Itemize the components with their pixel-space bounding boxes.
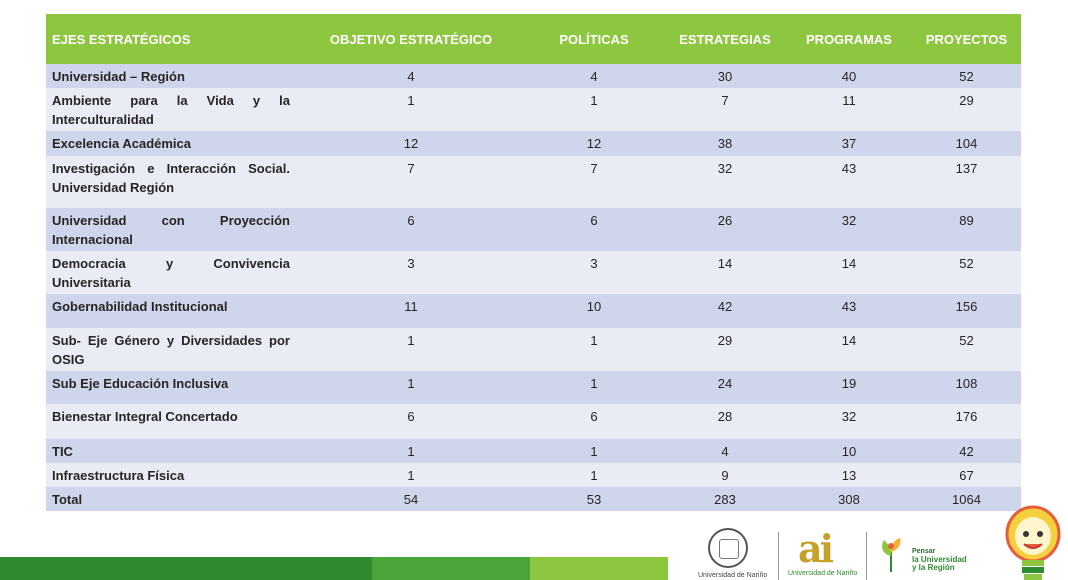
table-row [46, 404, 1021, 439]
cell-estrategias: 9 [664, 463, 786, 487]
cell-programas: 32 [786, 404, 912, 439]
cell-proyectos: 176 [912, 404, 1021, 439]
cell-eje: Universidad – Región [46, 64, 298, 88]
cell-objetivo: 1 [298, 328, 524, 371]
cell-eje: Sub- Eje Género y Diversidades por OSIG [46, 328, 298, 371]
header-estrategias: ESTRATEGIAS [664, 14, 786, 64]
cell-estrategias: 26 [664, 208, 786, 251]
cell-politicas: 6 [524, 404, 664, 439]
cell-politicas: 1 [524, 88, 664, 131]
seal-caption: Universidad de Nariño [698, 572, 768, 579]
cell-objetivo: 7 [298, 156, 524, 208]
cell-eje: Democracia y Convivencia Universitaria [46, 251, 298, 294]
cell-proyectos: 67 [912, 463, 1021, 487]
cell-eje: Infraestructura Física [46, 463, 298, 487]
cell-programas: 14 [786, 328, 912, 371]
cell-proyectos: 42 [912, 439, 1021, 463]
cell-eje: Ambiente para la Vida y la Interculturalidad [46, 88, 298, 131]
cell-programas: 14 [786, 251, 912, 294]
cell-programas: 40 [786, 64, 912, 88]
cell-objetivo: 6 [298, 404, 524, 439]
table-row [46, 294, 1021, 328]
cell-objetivo: 1 [298, 88, 524, 131]
table-header-row [46, 14, 1021, 64]
cell-proyectos: 52 [912, 251, 1021, 294]
table-row [46, 463, 1021, 487]
cell-politicas: 1 [524, 463, 664, 487]
cell-politicas: 3 [524, 251, 664, 294]
cell-eje: Gobernabilidad Institucional [46, 294, 298, 328]
cell-programas: 10 [786, 439, 912, 463]
footer-bar-mid-green [372, 557, 530, 580]
cell-proyectos: 108 [912, 371, 1021, 404]
cell-objetivo: 1 [298, 371, 524, 404]
cell-eje: Universidad con Proyección Internacional [46, 208, 298, 251]
cell-estrategias: 32 [664, 156, 786, 208]
cell-estrategias: 14 [664, 251, 786, 294]
data-table [46, 14, 1021, 511]
cell-objetivo: 54 [298, 487, 524, 511]
cell-eje: TIC [46, 439, 298, 463]
table-row [46, 251, 1021, 294]
cell-estrategias: 38 [664, 131, 786, 156]
plant-icon [876, 534, 906, 574]
cell-eje: Sub Eje Educación Inclusiva [46, 371, 298, 404]
strategic-axes-table [46, 14, 1021, 511]
cell-politicas: 4 [524, 64, 664, 88]
table-row [46, 88, 1021, 131]
cell-programas: 308 [786, 487, 912, 511]
cell-eje: Bienestar Integral Concertado [46, 404, 298, 439]
cell-proyectos: 137 [912, 156, 1021, 208]
table-row [46, 156, 1021, 208]
pensar-logo-text [912, 548, 967, 572]
cell-proyectos: 104 [912, 131, 1021, 156]
cell-estrategias: 4 [664, 439, 786, 463]
cell-proyectos: 156 [912, 294, 1021, 328]
cell-objetivo: 6 [298, 208, 524, 251]
cell-programas: 32 [786, 208, 912, 251]
cell-programas: 43 [786, 156, 912, 208]
cell-politicas: 10 [524, 294, 664, 328]
cell-estrategias: 283 [664, 487, 786, 511]
cell-programas: 13 [786, 463, 912, 487]
lightbulb-mascot-icon [1000, 504, 1066, 580]
cell-politicas: 6 [524, 208, 664, 251]
cell-politicas: 1 [524, 328, 664, 371]
header-proyectos: PROYECTOS [912, 14, 1021, 64]
cell-eje: Excelencia Académica [46, 131, 298, 156]
cell-estrategias: 24 [664, 371, 786, 404]
logo-divider [866, 532, 867, 580]
cell-objetivo: 1 [298, 439, 524, 463]
cell-proyectos: 1064 [912, 487, 1021, 511]
cell-politicas: 1 [524, 371, 664, 404]
cell-eje: Investigación e Interacción Social. Universidad Región [46, 156, 298, 208]
cell-programas: 43 [786, 294, 912, 328]
cell-objetivo: 11 [298, 294, 524, 328]
cell-objetivo: 4 [298, 64, 524, 88]
ai-logo [798, 526, 831, 571]
table-row [46, 131, 1021, 156]
cell-estrategias: 30 [664, 64, 786, 88]
cell-programas: 37 [786, 131, 912, 156]
pensar-line-1: Pensar [912, 548, 936, 555]
table-row [46, 328, 1021, 371]
pensar-line-3: y la Región [912, 563, 955, 572]
table-row [46, 208, 1021, 251]
cell-proyectos: 52 [912, 328, 1021, 371]
table-row [46, 371, 1021, 404]
cell-objetivo: 12 [298, 131, 524, 156]
cell-politicas: 53 [524, 487, 664, 511]
pensar-line-2: la Universidad [912, 555, 967, 564]
cell-estrategias: 7 [664, 88, 786, 131]
cell-proyectos: 29 [912, 88, 1021, 131]
table-row [46, 439, 1021, 463]
footer-bar-light-green [530, 557, 668, 580]
footer-logos [690, 504, 1068, 580]
logo-divider [778, 532, 779, 580]
table-row [46, 64, 1021, 88]
cell-eje: Total [46, 487, 298, 511]
cell-objetivo: 1 [298, 463, 524, 487]
cell-proyectos: 89 [912, 208, 1021, 251]
cell-programas: 11 [786, 88, 912, 131]
cell-objetivo: 3 [298, 251, 524, 294]
cell-estrategias: 42 [664, 294, 786, 328]
ai-logo-text: ai [798, 526, 832, 571]
header-ejes: EJES ESTRATÉGICOS [46, 14, 298, 64]
cell-estrategias: 29 [664, 328, 786, 371]
cell-politicas: 12 [524, 131, 664, 156]
cell-politicas: 7 [524, 156, 664, 208]
cell-programas: 19 [786, 371, 912, 404]
footer-bar-dark-green [0, 557, 372, 580]
cell-proyectos: 52 [912, 64, 1021, 88]
cell-estrategias: 28 [664, 404, 786, 439]
ai-caption: Universidad de Nariño [788, 570, 858, 577]
university-seal-logo [708, 528, 748, 568]
cell-politicas: 1 [524, 439, 664, 463]
header-politicas: POLÍTICAS [524, 14, 664, 64]
header-objetivo: OBJETIVO ESTRATÉGICO [298, 14, 524, 64]
header-programas: PROGRAMAS [786, 14, 912, 64]
